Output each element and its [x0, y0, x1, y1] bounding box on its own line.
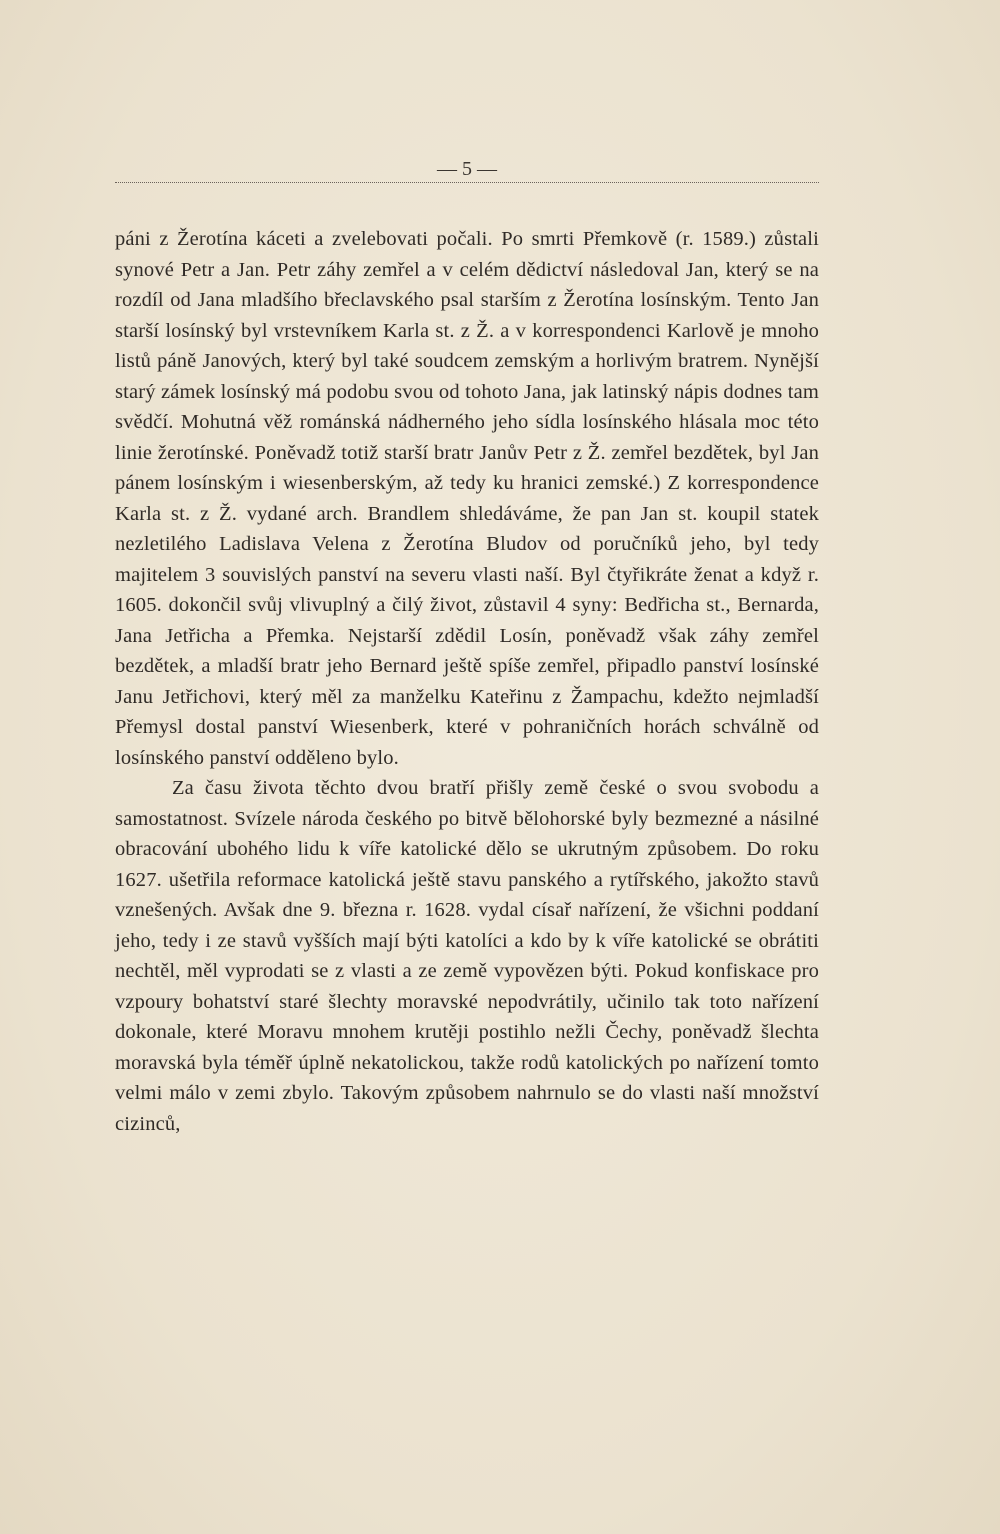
paragraph-2: Za času života těchto dvou bratří přišly země české o svou svobodu a samostatnost. Svízele národa českého po bitvě bělohorské byly bezmezné a násilné obracování ubohého lidu k víře katolické dělo se ukrutným způsobem. Do roku 1627. ušetřila reformace katolická ještě stavu panského a rytířského, jakožto stavů vznešených. Avšak dne 9. března r. 1628. vydal císař nařízení, že všichni poddaní jeho, tedy i ze stavů vyšších mají býti katolíci a kdo by k víře katolické se obrátiti nechtěl, měl vyprodati se z vlasti a ze země vypovězen býti. Pokud konfiskace pro vzpoury bohatství staré šlechty moravské nepodvrátily, učinilo tak toto nařízení dokonale, které Moravu mnohem krutěji postihlo nežli Čechy, poněvadž šlechta moravská byla téměř úplně nekatolickou, takže rodů katolických po nařízení tomto velmi málo v zemi zbylo. Takovým způsobem nahrnulo se do vlasti naší množství cizinců,	[115, 777, 819, 1135]
body-text	[115, 224, 819, 1139]
page-number: — 5 —	[437, 158, 497, 180]
header-dotted-rule	[115, 182, 819, 183]
page-header	[115, 158, 819, 184]
paragraph-1: páni z Žerotína káceti a zvelebovati počali. Po smrti Přemkově (r. 1589.) zůstali synové Petr a Jan. Petr záhy zemřel a v celém dědictví následoval Jan, který se na rozdíl od Jana mladšího břeclavského psal starším z Žerotína losínským. Tento Jan starší losínský byl vrstevníkem Karla st. z Ž. a v korrespondenci Karlově je mnoho listů páně Janových, který byl také soudcem zemským a horlivým bratrem. Nynější starý zámek losínský má podobu svou od tohoto Jana, jak latinský nápis dodnes tam svědčí. Mohutná věž románská nádherného jeho sídla losínského hlásala moc této linie žerotínské. Poněvadž totiž starší bratr Janův Petr z Ž. zemřel bezdětek, byl Jan pánem losínským i wiesenberským, až tedy ku hranici zemské.) Z korrespondence Karla st. z Ž. vydané arch. Brandlem shledáváme, že pan Jan st. koupil statek nezletilého Ladislava Velena z Žerotína Bludov od poručníků jeho, byl tedy majitelem 3 souvislých panství na severu vlasti naší. Byl čtyřikráte ženat a když r. 1605. dokončil svůj vlivuplný a čilý život, zůstavil 4 syny: Bedřicha st., Bernarda, Jana Jetřicha a Přemka. Nejstarší zdědil Losín, poněvadž však záhy zemřel bezdětek, a mladší bratr jeho Bernard ještě spíše zemřel, připadlo panství losínské Janu Jetřichovi, který měl za manželku Kateřinu z Žampachu, kdežto nejmladší Přemysl dostal panství Wiesenberk, které v pohraničních horách schválně od losínského panství odděleno bylo.	[115, 228, 819, 769]
